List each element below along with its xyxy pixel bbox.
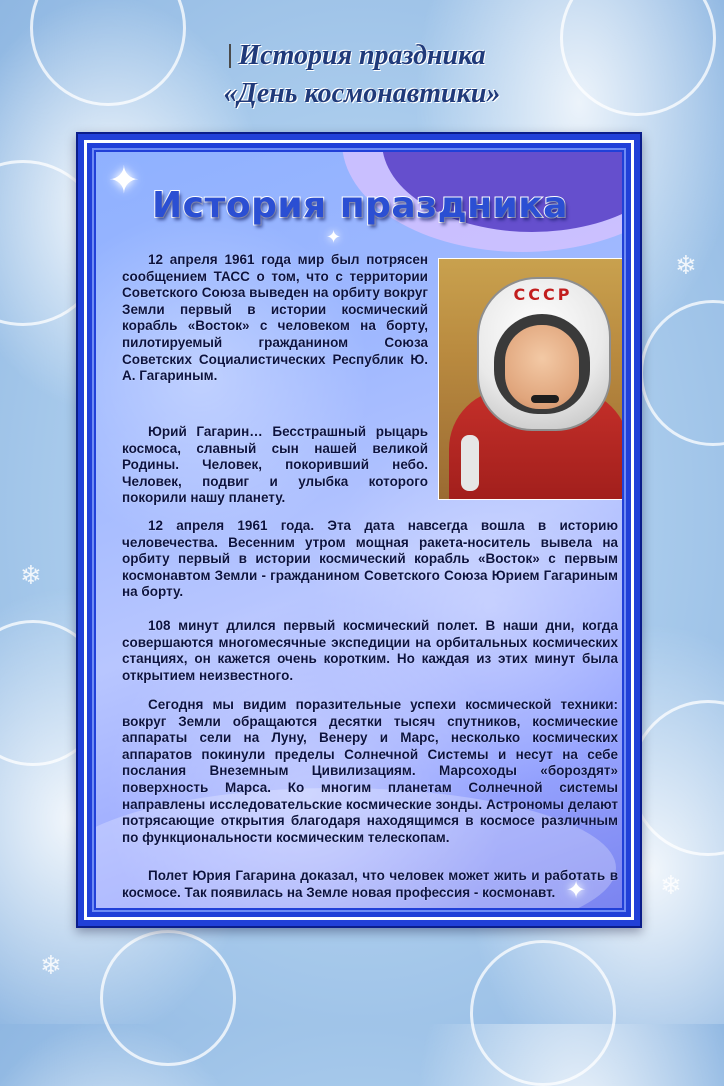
suit-hose (461, 435, 479, 491)
snowflake-icon: ❄ (660, 870, 682, 900)
sparkle-icon: ✦ (566, 877, 587, 904)
info-board (76, 132, 642, 928)
paragraph: Полет Юрия Гагарина доказал, что человек может жить и работать в космосе. Так появилась на Земле новая профессия - космонавт. (122, 868, 618, 900)
board-heading: История праздника (152, 185, 568, 226)
paragraph: 108 минут длился первый космический полет. В наши дни, когда совершаются многомесячные экспедиции на орбитальных космических станциях, он кажется очень коротким. Но каждая из этих минут была открытием неизвестного. (122, 618, 618, 683)
sparkle-icon: ✦ (108, 160, 140, 202)
paragraph: Сегодня мы видим поразительные успехи космической техники: вокруг Земли обращаются десятки тысяч спутников, космические аппараты сели на Луну, Венеру и Марс, несколько космических аппаратов покинули пределы Солнечной Системы и несут на себе послания Внеземным Цивилизациям. Марсоходы «бороздят» поверхность Марса. Ко многим планетам Солнечной системы направлены исследовательские космические зонды. Астрономы делают потрясающие открытия благодаря находящимся в космосе различным по функциональности космическим телескопам. (122, 697, 618, 845)
paragraph: 12 апреля 1961 года мир был потрясен сообщением ТАСС о том, что с территории Советского Союза выведен на орбиту вокруг Земли первый в истории космический корабль «Восток» с человеком на борту, пилотируемый гражданином Союза Советских Социалистических Республик Ю. А. Гагариным. (122, 252, 428, 384)
frost-swirl (630, 700, 724, 856)
snowflake-icon: ❄ (40, 950, 62, 980)
paragraph: Юрий Гагарин… Бесстрашный рыцарь космоса, славный сын нашей великой Родины. Человек, покоривший небо. Человек, подвиг и улыбка которого покорили нашу планету. (122, 424, 428, 506)
microphone (531, 395, 559, 403)
sparkle-icon: ✦ (326, 227, 342, 247)
page-title-line2: «День космонавтики» (223, 78, 501, 109)
frost-swirl (640, 300, 724, 446)
paragraph: 12 апреля 1961 года. Эта дата навсегда вошла в историю человечества. Весенним утром мощная ракета-носитель вывела на орбиту первый в истории космический корабль «Восток» с первым космонавтом Земли - гражданином Советского Союза Юрием Гагариным на борту. (122, 518, 618, 600)
board-panel (96, 152, 622, 908)
page-title-line1: История праздника (238, 40, 486, 71)
helmet-badge: СССР (513, 285, 573, 304)
snowflake-icon: ❄ (20, 560, 42, 590)
snowflake-icon: ❄ (675, 250, 697, 280)
cosmonaut-portrait (438, 258, 622, 500)
frost-swirl (100, 930, 236, 1066)
frost-swirl (470, 940, 616, 1086)
